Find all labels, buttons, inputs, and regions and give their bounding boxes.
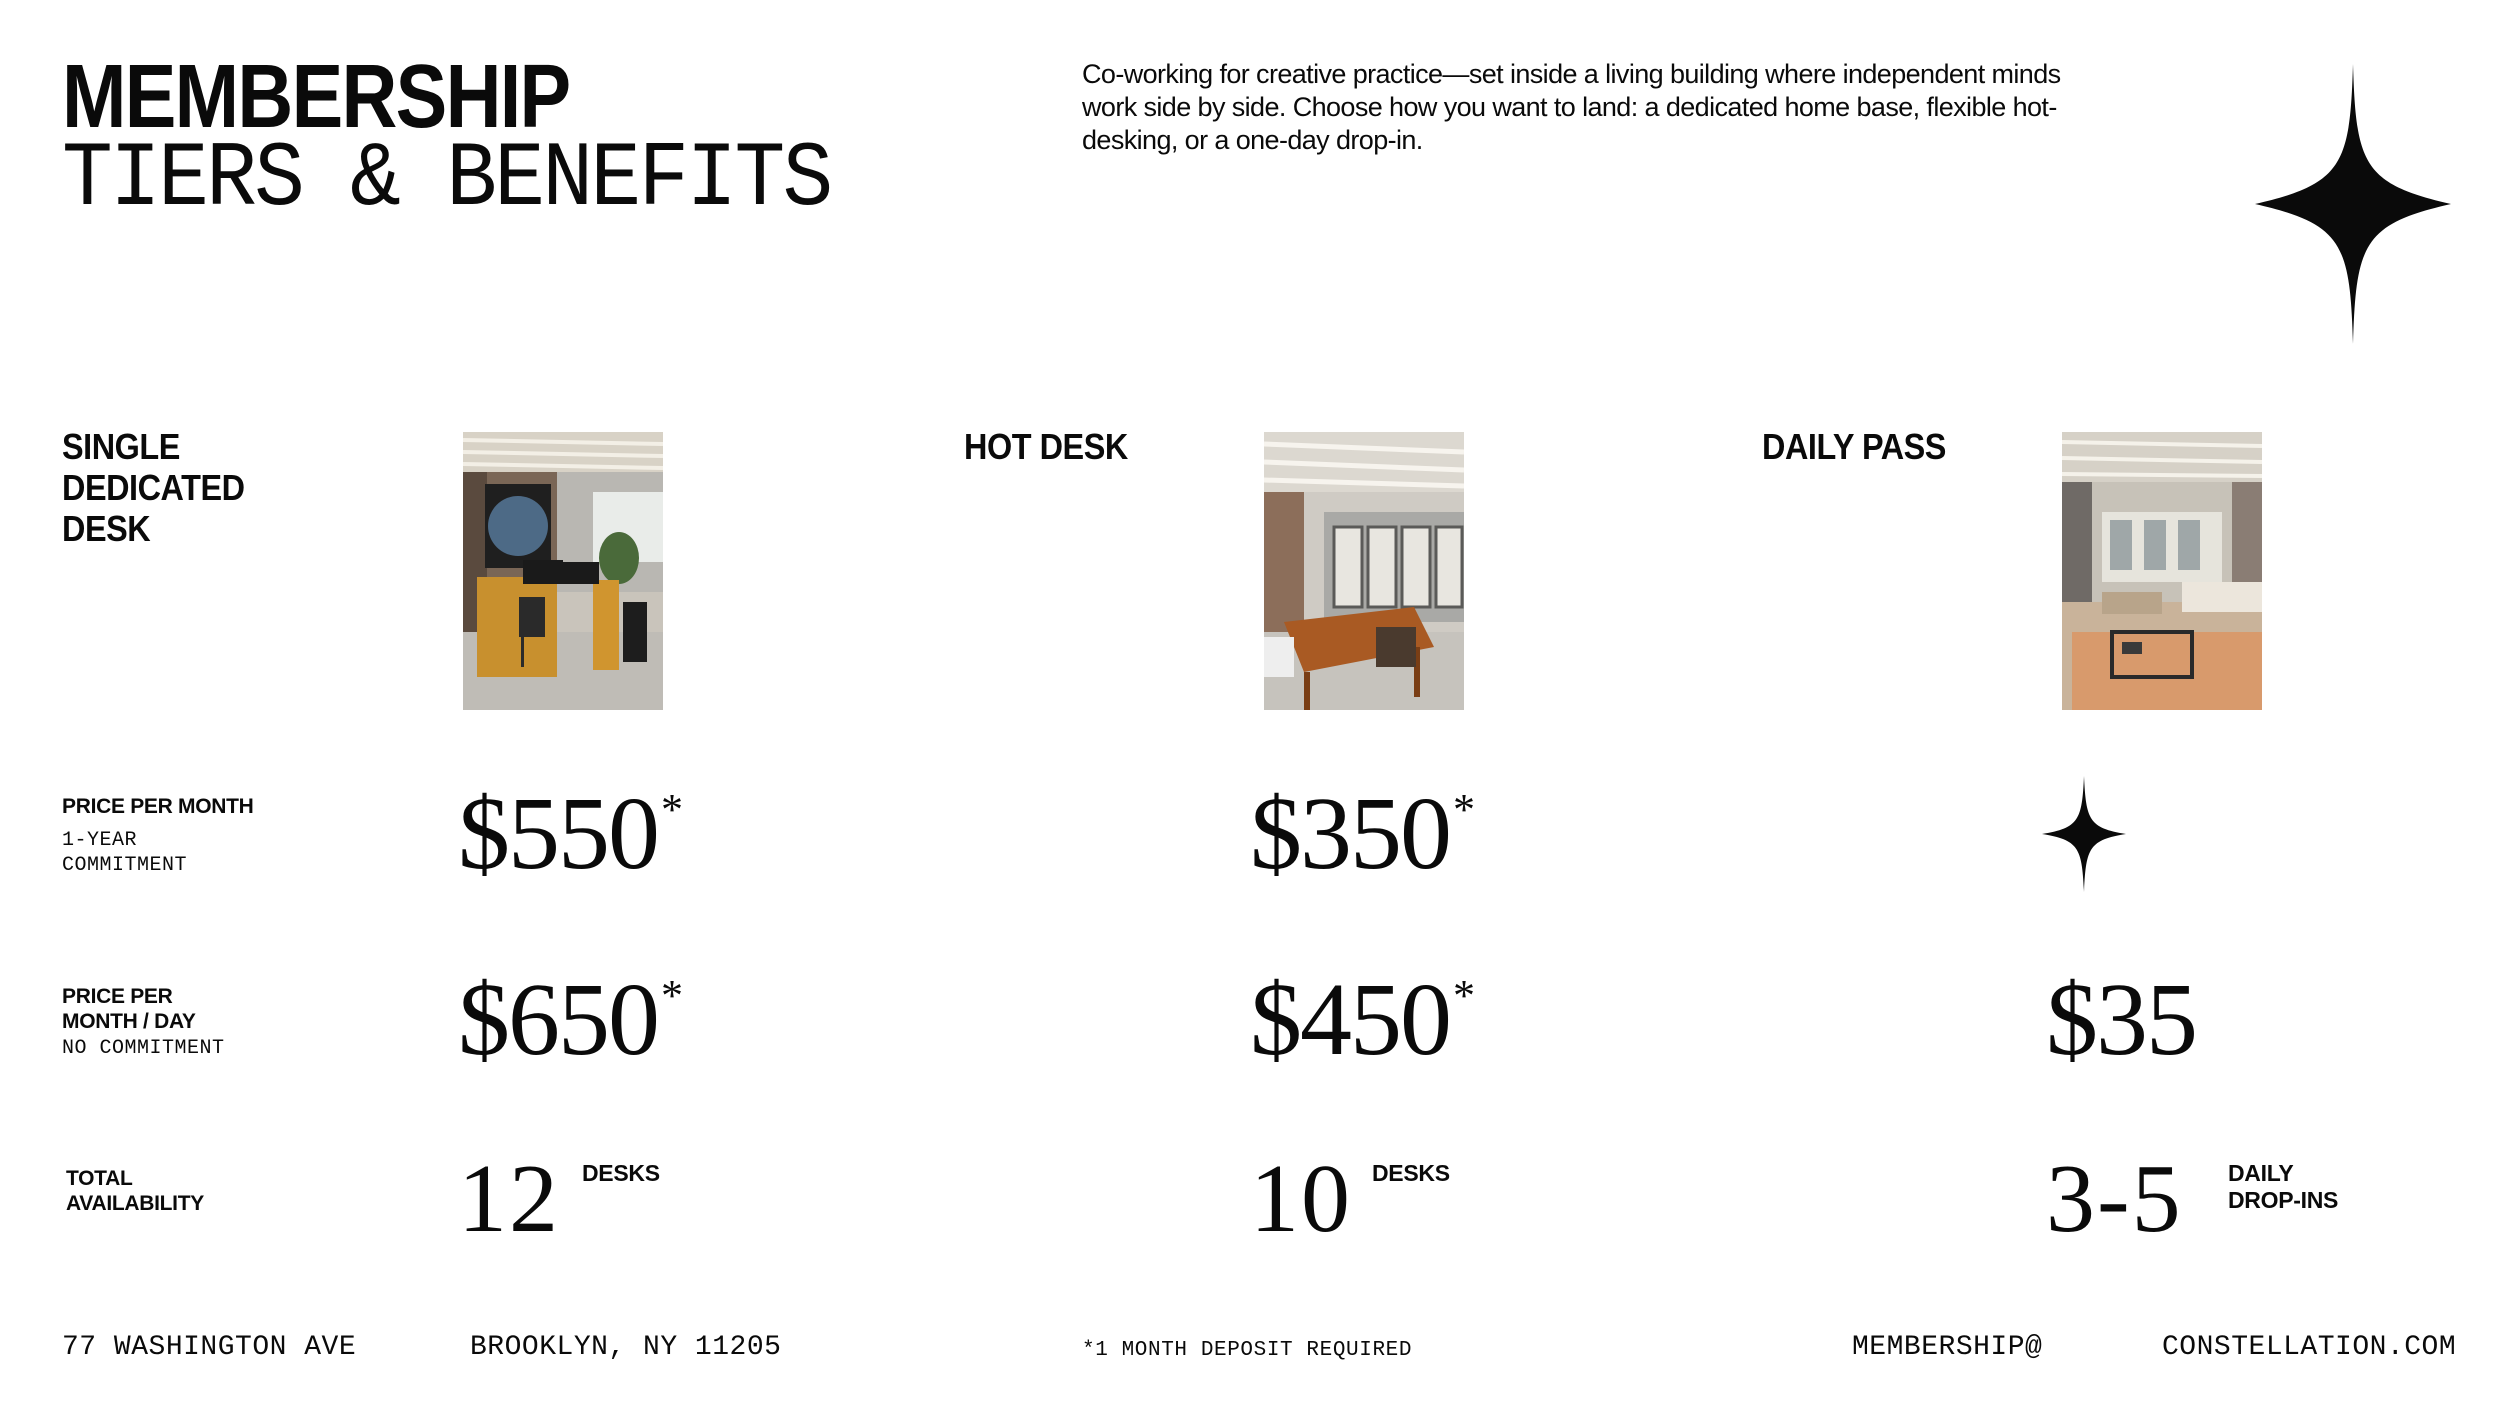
row-label-price-month: PRICE PER MONTH bbox=[62, 795, 254, 818]
row-note-commitment: 1-YEAR COMMITMENT bbox=[62, 829, 188, 877]
intro-paragraph: Co-working for creative practice—set inside a living building where independent minds work side by side. Choose how you want to land: a dedicated home base, flexible hot-desking, or a one-day drop-in. bbox=[1082, 59, 2061, 155]
tier-name-daily-pass: DAILY PASS bbox=[1762, 426, 1946, 467]
price-footnote-mark: * bbox=[1453, 971, 1473, 1020]
price-hot-desk-commitment: $350 * bbox=[1250, 776, 1473, 891]
row-label-price-flex: PRICE PER MONTH / DAY bbox=[62, 985, 196, 1033]
four-point-star-icon bbox=[2255, 64, 2451, 344]
footer-deposit-note: *1 MONTH DEPOSIT REQUIRED bbox=[1082, 1339, 1413, 1362]
tier-name-hot-desk: HOT DESK bbox=[964, 426, 1128, 467]
price-dedicated-commitment: $550 * bbox=[458, 776, 681, 891]
tier-name-dedicated-desk: SINGLE DEDICATED DESK bbox=[62, 426, 245, 549]
footer-city: BROOKLYN, NY 11205 bbox=[470, 1332, 782, 1363]
footer-street: 77 WASHINGTON AVE bbox=[62, 1332, 357, 1363]
row-note-no-commitment: NO COMMITMENT bbox=[62, 1037, 225, 1060]
availability-dedicated-unit: DESKS bbox=[582, 1160, 660, 1186]
price-daily-pass: $35 bbox=[2046, 962, 2196, 1077]
availability-hot-desk-unit: DESKS bbox=[1372, 1160, 1450, 1186]
lounge-living-room-photo bbox=[2062, 432, 2262, 710]
page-subtitle: TIERS & BENEFITS bbox=[62, 127, 831, 232]
price-hot-desk-flex: $450 * bbox=[1250, 962, 1473, 1077]
availability-dedicated-count: 12 bbox=[458, 1145, 560, 1253]
price-footnote-mark: * bbox=[661, 971, 681, 1020]
footer-email-user[interactable]: MEMBERSHIP@ bbox=[1852, 1332, 2043, 1363]
availability-daily-count: 3-5 bbox=[2046, 1145, 2183, 1253]
price-footnote-mark: * bbox=[1453, 785, 1473, 834]
page-title: MEMBERSHIP bbox=[62, 47, 570, 147]
office-dedicated-desk-photo bbox=[463, 432, 663, 710]
footer-email-domain[interactable]: CONSTELLATION.COM bbox=[2162, 1332, 2457, 1363]
hot-desk-table-photo bbox=[1264, 432, 1464, 710]
four-point-star-icon bbox=[2042, 776, 2126, 892]
availability-hot-desk-count: 10 bbox=[1250, 1145, 1352, 1253]
price-dedicated-flex: $650 * bbox=[458, 962, 681, 1077]
row-label-availability: TOTAL AVAILABILITY bbox=[66, 1167, 204, 1215]
price-footnote-mark: * bbox=[661, 785, 681, 834]
availability-daily-unit: DAILY DROP-INS bbox=[2228, 1160, 2339, 1213]
